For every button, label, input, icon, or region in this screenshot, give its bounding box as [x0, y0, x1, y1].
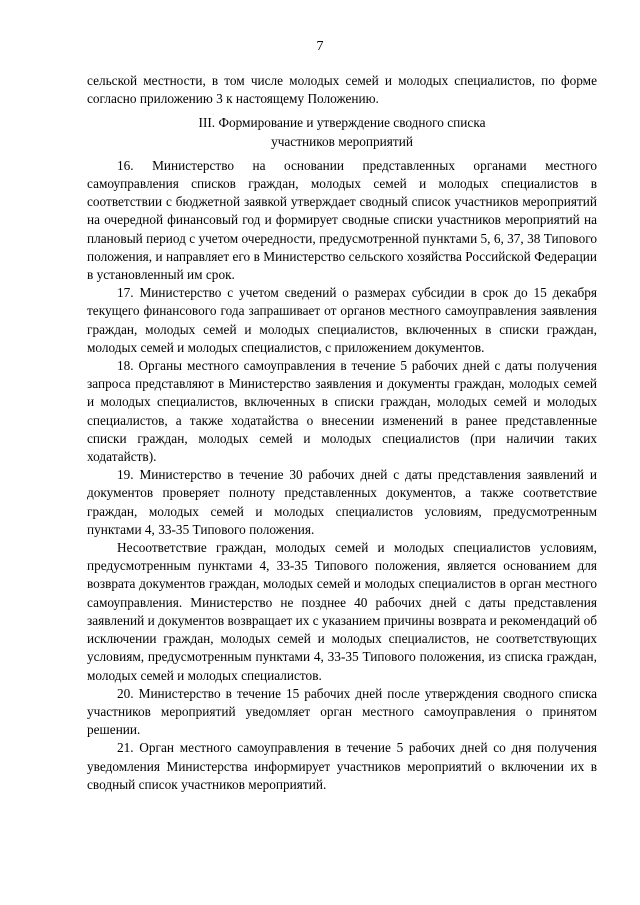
section-title-line-1: III. Формирование и утверждение сводного списка — [198, 115, 486, 131]
paragraph-21: 21. Орган местного самоуправления в течение 5 рабочих дней со дня получения уведомления Министерства информирует участников мероприятий о включении их в сводный список участников мероприятий. — [87, 740, 597, 792]
paragraph-18: 18. Органы местного самоуправления в течение 5 рабочих дней с даты получения запроса представляют в Министерство заявления и документы граждан, молодых семей и молодых специалистов, включенных в списки граждан, молодых семей и молодых специалистов, а также ходатайства о внесении изменений в ранее представленные списки граждан, молодых семей и молодых специалистов (при наличии таких ходатайств). — [87, 358, 597, 465]
paragraph-16: 16. Министерство на основании представленных органами местного самоуправления списков граждан, молодых семей и молодых специалистов в соответствии с бюджетной заявкой утверждает сводный список участников мероприятий на очередной финансовый год и формирует сводные списки участников мероприятий на плановый период с учетом очередности, предусмотренной пунктами 5, 6, 37, 38 Типового положения, и направляет его в Министерство сельского хозяйства Российской Федерации в установленный им срок. — [87, 157, 597, 283]
paragraph-17: 17. Министерство с учетом сведений о размерах субсидии в срок до 15 декабря текущего финансового года запрашивает от органов местного самоуправления заявления граждан, молодых семей и молодых специалистов, включенных в списки граждан, молодых семей и молодых специалистов, с приложением документов. — [87, 285, 597, 355]
page-number: 7 — [316, 39, 324, 54]
paragraph-19: 19. Министерство в течение 30 рабочих дней с даты представления заявлений и документов проверяет полноту представленных документов, а также соответствие граждан, молодых семей и молодых специалистов условиям, предусмотренным пунктами 4, 33-35 Типового положения. — [87, 467, 597, 537]
section-heading — [87, 114, 597, 150]
document-body — [87, 72, 597, 794]
section-title-line-2: участников мероприятий — [271, 133, 413, 149]
paragraph-19-continued: Несоответствие граждан, молодых семей и молодых специалистов условиям, предусмотренным пунктами 4, 33-35 Типового положения, является основанием для возврата документов граждан, молодых семей и молодых специалистов в орган местного самоуправления. Министерство не позднее 40 рабочих дней с даты представления заявлений и документов возвращает их с указанием причины возврата и рекомендаций об исключении граждан, молодых семей и молодых специалистов, не соответствующих условиям, предусмотренным пунктами 4, 33-35 Типового положения, из списка граждан, молодых семей и молодых специалистов. — [87, 540, 597, 683]
paragraph-20: 20. Министерство в течение 15 рабочих дней после утверждения сводного списка участников мероприятий уведомляет орган местного самоуправления о принятом решении. — [87, 685, 597, 738]
intro-paragraph: сельской местности, в том числе молодых семей и молодых специалистов, по форме согласно приложению 3 к настоящему Положению. — [87, 73, 597, 107]
